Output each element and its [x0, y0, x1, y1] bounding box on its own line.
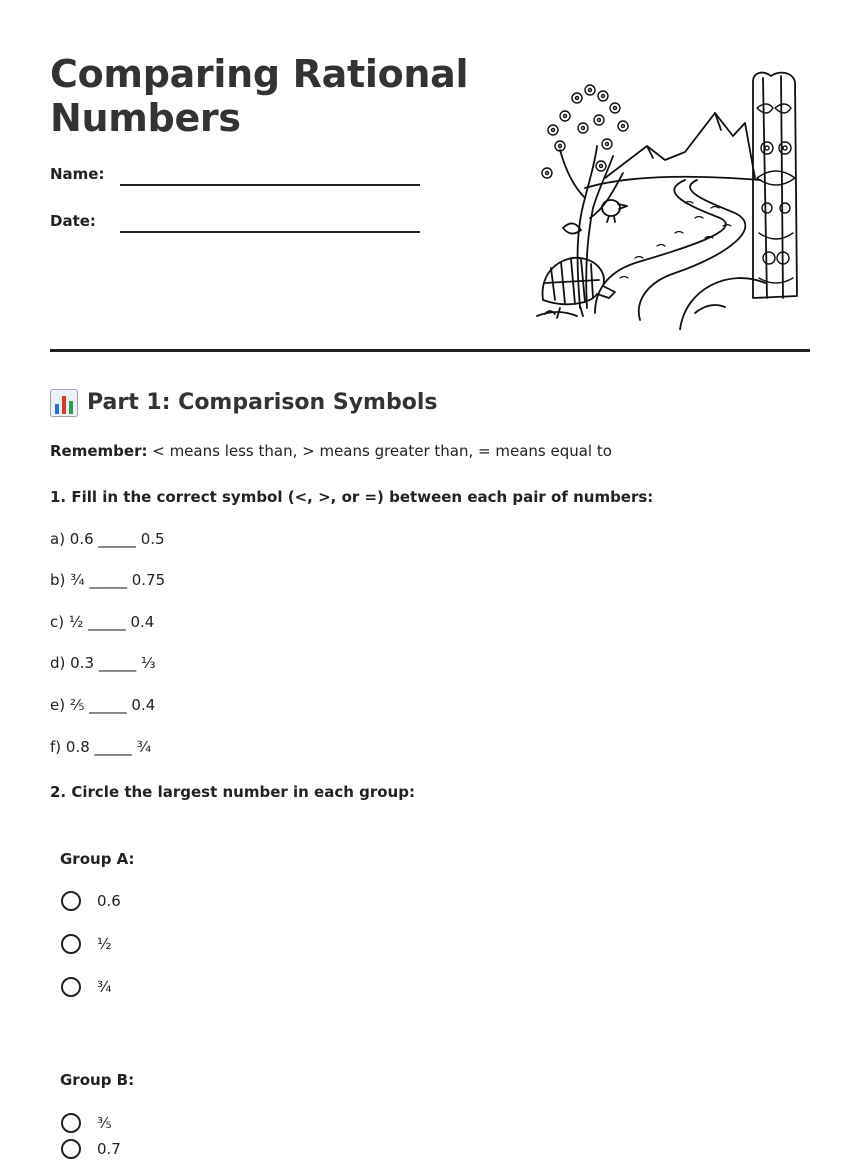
radio-circle[interactable] — [61, 1139, 81, 1159]
group-a-option-1[interactable] — [60, 889, 121, 913]
question-1: 1. Fill in the correct symbol (<, >, or =) between each pair of numbers: — [50, 488, 654, 506]
remember-text: < means less than, > means greater than, = means equal to — [147, 442, 612, 460]
option-label: ½ — [97, 935, 112, 953]
worksheet-title — [50, 52, 468, 140]
remember-label: Remember: — [50, 442, 148, 460]
title-line-2: Numbers — [50, 96, 241, 140]
comparison-item-a: a) 0.6 _____ 0.5 — [50, 530, 165, 548]
option-label: ¾ — [97, 978, 112, 996]
group-b-label: Group B: — [60, 1071, 135, 1089]
part1-title: Part 1: Comparison Symbols — [87, 390, 438, 415]
radio-circle[interactable] — [61, 891, 81, 911]
group-a-option-3[interactable] — [60, 975, 112, 999]
radio-circle[interactable] — [61, 934, 81, 954]
comparison-item-e: e) ⅖ _____ 0.4 — [50, 696, 156, 714]
comparison-item-d: d) 0.3 _____ ⅓ — [50, 654, 156, 672]
title-line-1: Comparing Rational — [50, 52, 469, 96]
name-line[interactable] — [120, 184, 420, 186]
group-b-option-2[interactable] — [60, 1137, 121, 1161]
radio-circle[interactable] — [61, 977, 81, 997]
comparison-item-b: b) ¾ _____ 0.75 — [50, 571, 166, 589]
group-b-option-1[interactable] — [60, 1111, 112, 1135]
part1-heading — [50, 388, 437, 418]
question-2: 2. Circle the largest number in each group: — [50, 783, 415, 801]
header-divider — [50, 349, 810, 352]
name-field[interactable] — [50, 165, 420, 189]
group-a-label: Group A: — [60, 850, 135, 868]
option-label: 0.6 — [97, 892, 121, 910]
bar-chart-icon — [50, 389, 78, 417]
date-label: Date: — [50, 212, 96, 230]
comparison-item-c: c) ½ _____ 0.4 — [50, 613, 155, 631]
landscape-illustration-icon — [535, 68, 805, 330]
radio-circle[interactable] — [61, 1113, 81, 1133]
date-line[interactable] — [120, 231, 420, 233]
date-field[interactable] — [50, 212, 420, 236]
comparison-item-f: f) 0.8 _____ ¾ — [50, 738, 152, 756]
option-label: ⅗ — [97, 1114, 112, 1132]
remember-note — [50, 441, 612, 461]
name-label: Name: — [50, 165, 105, 183]
option-label: 0.7 — [97, 1140, 121, 1158]
group-a-option-2[interactable] — [60, 932, 112, 956]
